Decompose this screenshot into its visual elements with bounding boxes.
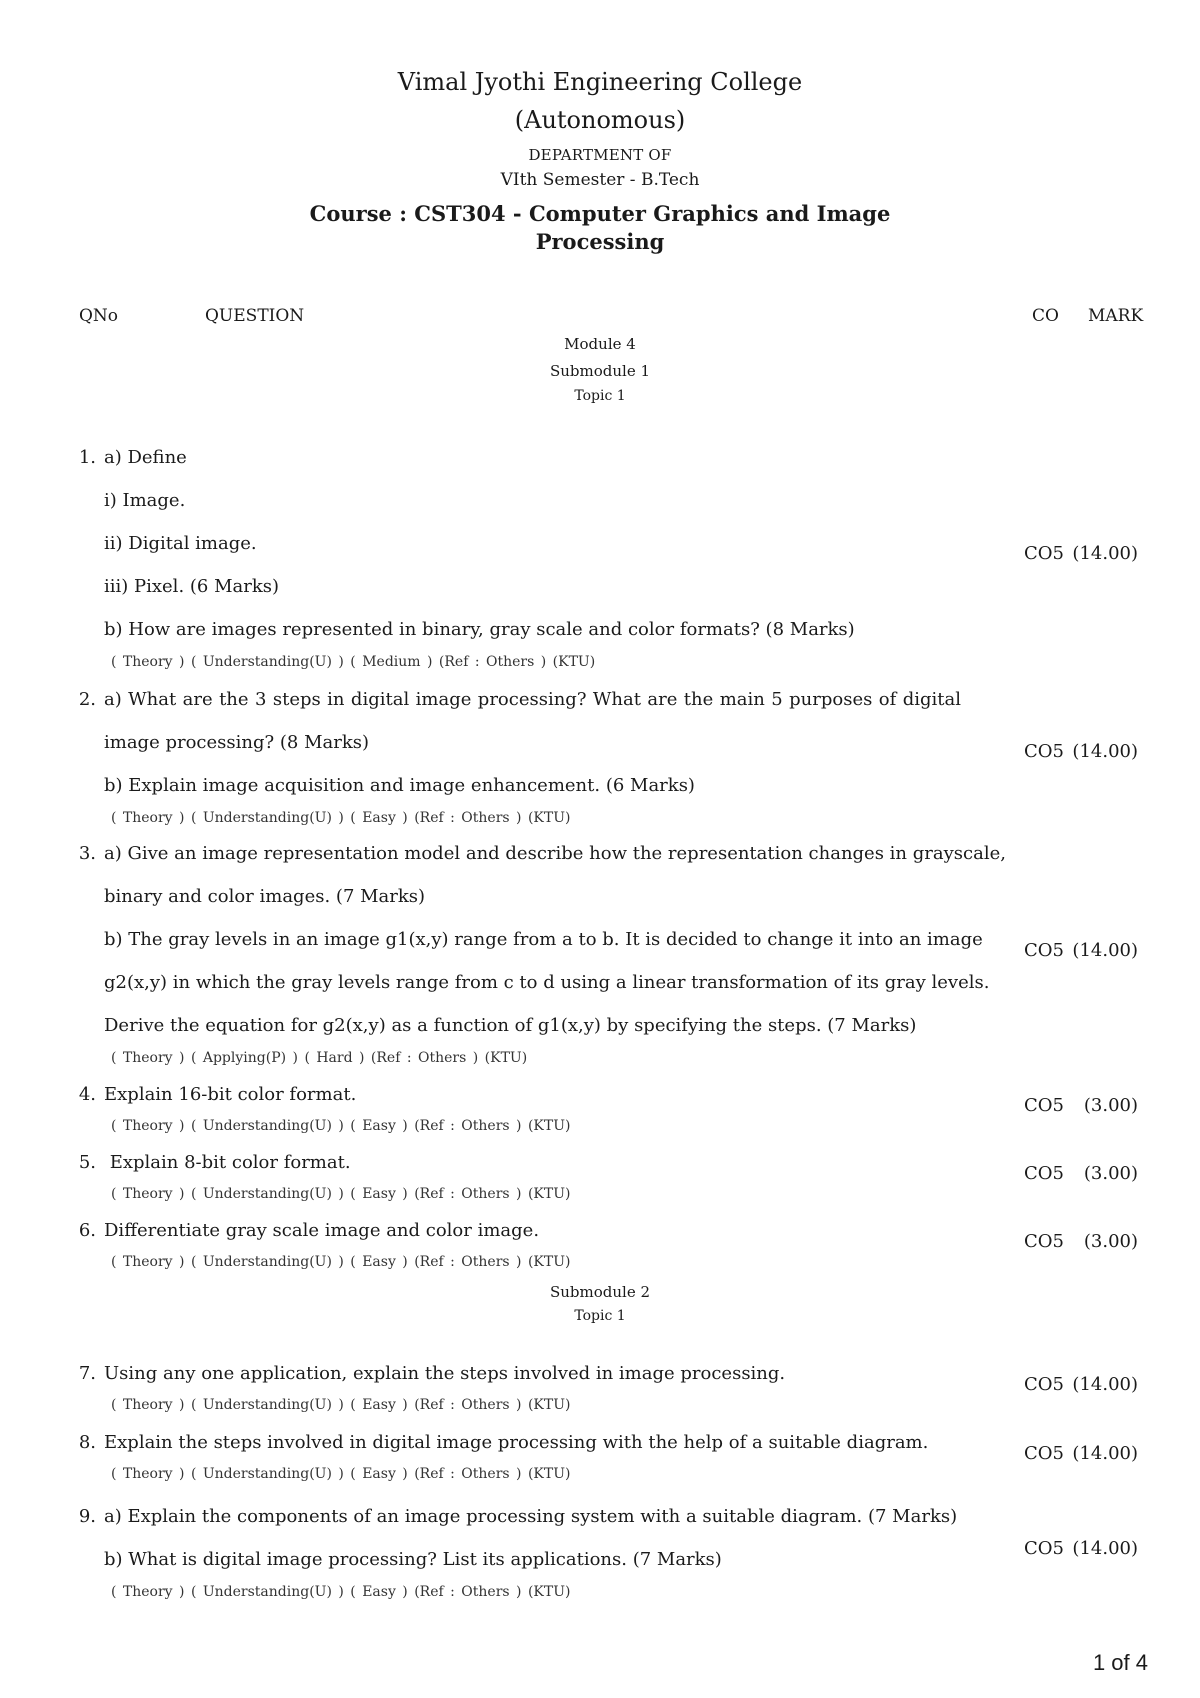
question-line: b) Explain image acquisition and image enhancement. (6 Marks) xyxy=(104,775,695,796)
semester-label: VIth Semester - B.Tech xyxy=(500,170,700,190)
question-mark: (14.00) xyxy=(1072,940,1138,961)
question-line: g2(x,y) in which the gray levels range from c to d using a linear transformation of its gray levels. xyxy=(104,972,990,993)
department-label: DEPARTMENT OF xyxy=(528,146,672,164)
question-line: i) Image. xyxy=(104,490,186,511)
question-number: 2. xyxy=(78,689,96,710)
submodule-1-topic: Topic 1 xyxy=(574,388,626,404)
question-co: CO5 xyxy=(1024,1095,1064,1116)
question-co: CO5 xyxy=(1024,741,1064,762)
question-mark: (14.00) xyxy=(1072,1374,1138,1395)
page-number: 1 of 4 xyxy=(1092,1650,1148,1675)
question-mark: (14.00) xyxy=(1072,1443,1138,1464)
col-header-qno: QNo xyxy=(79,306,119,326)
question-line: Derive the equation for g2(x,y) as a function of g1(x,y) by specifying the steps. (7 Marks) xyxy=(104,1015,917,1036)
question-line: a) Define xyxy=(104,447,187,468)
question-number: 4. xyxy=(78,1084,96,1105)
submodule-1-title: Submodule 1 xyxy=(549,362,651,380)
question-mark: (14.00) xyxy=(1072,1538,1138,1559)
question-co: CO5 xyxy=(1024,1163,1064,1184)
question-number: 3. xyxy=(78,843,96,864)
question-line: image processing? (8 Marks) xyxy=(104,732,369,753)
question-line: Explain the steps involved in digital image processing with the help of a suitable diagram. xyxy=(104,1432,929,1453)
question-tags: ( Theory ) ( Understanding(U) ) ( Easy ) (Ref : Others ) (KTU) xyxy=(111,1186,571,1202)
question-mark: (3.00) xyxy=(1083,1163,1138,1184)
question-mark: (14.00) xyxy=(1072,543,1138,564)
question-line: b) What is digital image processing? List its applications. (7 Marks) xyxy=(104,1549,722,1570)
question-co: CO5 xyxy=(1024,1443,1064,1464)
question-line: a) Give an image representation model and describe how the representation changes in grayscale, xyxy=(104,843,1006,864)
question-line: a) Explain the components of an image processing system with a suitable diagram. (7 Marks) xyxy=(104,1506,958,1527)
submodule-2-title: Submodule 2 xyxy=(549,1283,651,1301)
question-tags: ( Theory ) ( Understanding(U) ) ( Easy ) (Ref : Others ) (KTU) xyxy=(111,1254,571,1270)
question-co: CO5 xyxy=(1024,1538,1064,1559)
question-mark: (14.00) xyxy=(1072,741,1138,762)
question-line: iii) Pixel. (6 Marks) xyxy=(104,576,280,597)
question-line: ii) Digital image. xyxy=(104,533,257,554)
question-number: 5. xyxy=(78,1152,96,1173)
question-line: binary and color images. (7 Marks) xyxy=(104,886,426,907)
question-tags: ( Theory ) ( Applying(P) ) ( Hard ) (Ref : Others ) (KTU) xyxy=(111,1050,528,1066)
question-number: 8. xyxy=(78,1432,96,1453)
autonomous-label: (Autonomous) xyxy=(514,106,686,134)
question-mark: (3.00) xyxy=(1083,1095,1138,1116)
submodule-2-topic: Topic 1 xyxy=(574,1308,626,1324)
question-tags: ( Theory ) ( Understanding(U) ) ( Easy ) (Ref : Others ) (KTU) xyxy=(111,1466,571,1482)
college-name: Vimal Jyothi Engineering College xyxy=(397,68,803,96)
question-tags: ( Theory ) ( Understanding(U) ) ( Easy ) (Ref : Others ) (KTU) xyxy=(111,810,571,826)
course-title-line1: Course : CST304 - Computer Graphics and Image xyxy=(309,201,891,226)
question-tags: ( Theory ) ( Understanding(U) ) ( Medium ) (Ref : Others ) (KTU) xyxy=(111,654,596,670)
question-line: Using any one application, explain the steps involved in image processing. xyxy=(104,1363,786,1384)
question-line: a) What are the 3 steps in digital image processing? What are the main 5 purposes of digital xyxy=(104,689,961,710)
question-co: CO5 xyxy=(1024,1374,1064,1395)
question-co: CO5 xyxy=(1024,1231,1064,1252)
question-co: CO5 xyxy=(1024,543,1064,564)
col-header-co: CO xyxy=(1032,306,1059,326)
col-header-mark: MARK xyxy=(1088,306,1144,326)
question-tags: ( Theory ) ( Understanding(U) ) ( Easy ) (Ref : Others ) (KTU) xyxy=(111,1118,571,1134)
module-title: Module 4 xyxy=(564,335,636,353)
question-number: 6. xyxy=(78,1220,96,1241)
question-number: 1. xyxy=(78,447,96,468)
question-tags: ( Theory ) ( Understanding(U) ) ( Easy ) (Ref : Others ) (KTU) xyxy=(111,1584,571,1600)
question-mark: (3.00) xyxy=(1083,1231,1138,1252)
question-line: b) The gray levels in an image g1(x,y) range from a to b. It is decided to change it into an image xyxy=(104,929,983,950)
question-line: Explain 16-bit color format. xyxy=(104,1084,357,1105)
question-line: Explain 8-bit color format. xyxy=(104,1152,351,1173)
question-co: CO5 xyxy=(1024,940,1064,961)
col-header-question: QUESTION xyxy=(205,306,305,326)
question-number: 9. xyxy=(78,1506,96,1527)
course-title-line2: Processing xyxy=(535,229,665,254)
question-tags: ( Theory ) ( Understanding(U) ) ( Easy ) (Ref : Others ) (KTU) xyxy=(111,1397,571,1413)
question-line: b) How are images represented in binary, gray scale and color formats? (8 Marks) xyxy=(104,619,855,640)
question-line: Differentiate gray scale image and color image. xyxy=(104,1220,540,1241)
question-number: 7. xyxy=(78,1363,96,1384)
